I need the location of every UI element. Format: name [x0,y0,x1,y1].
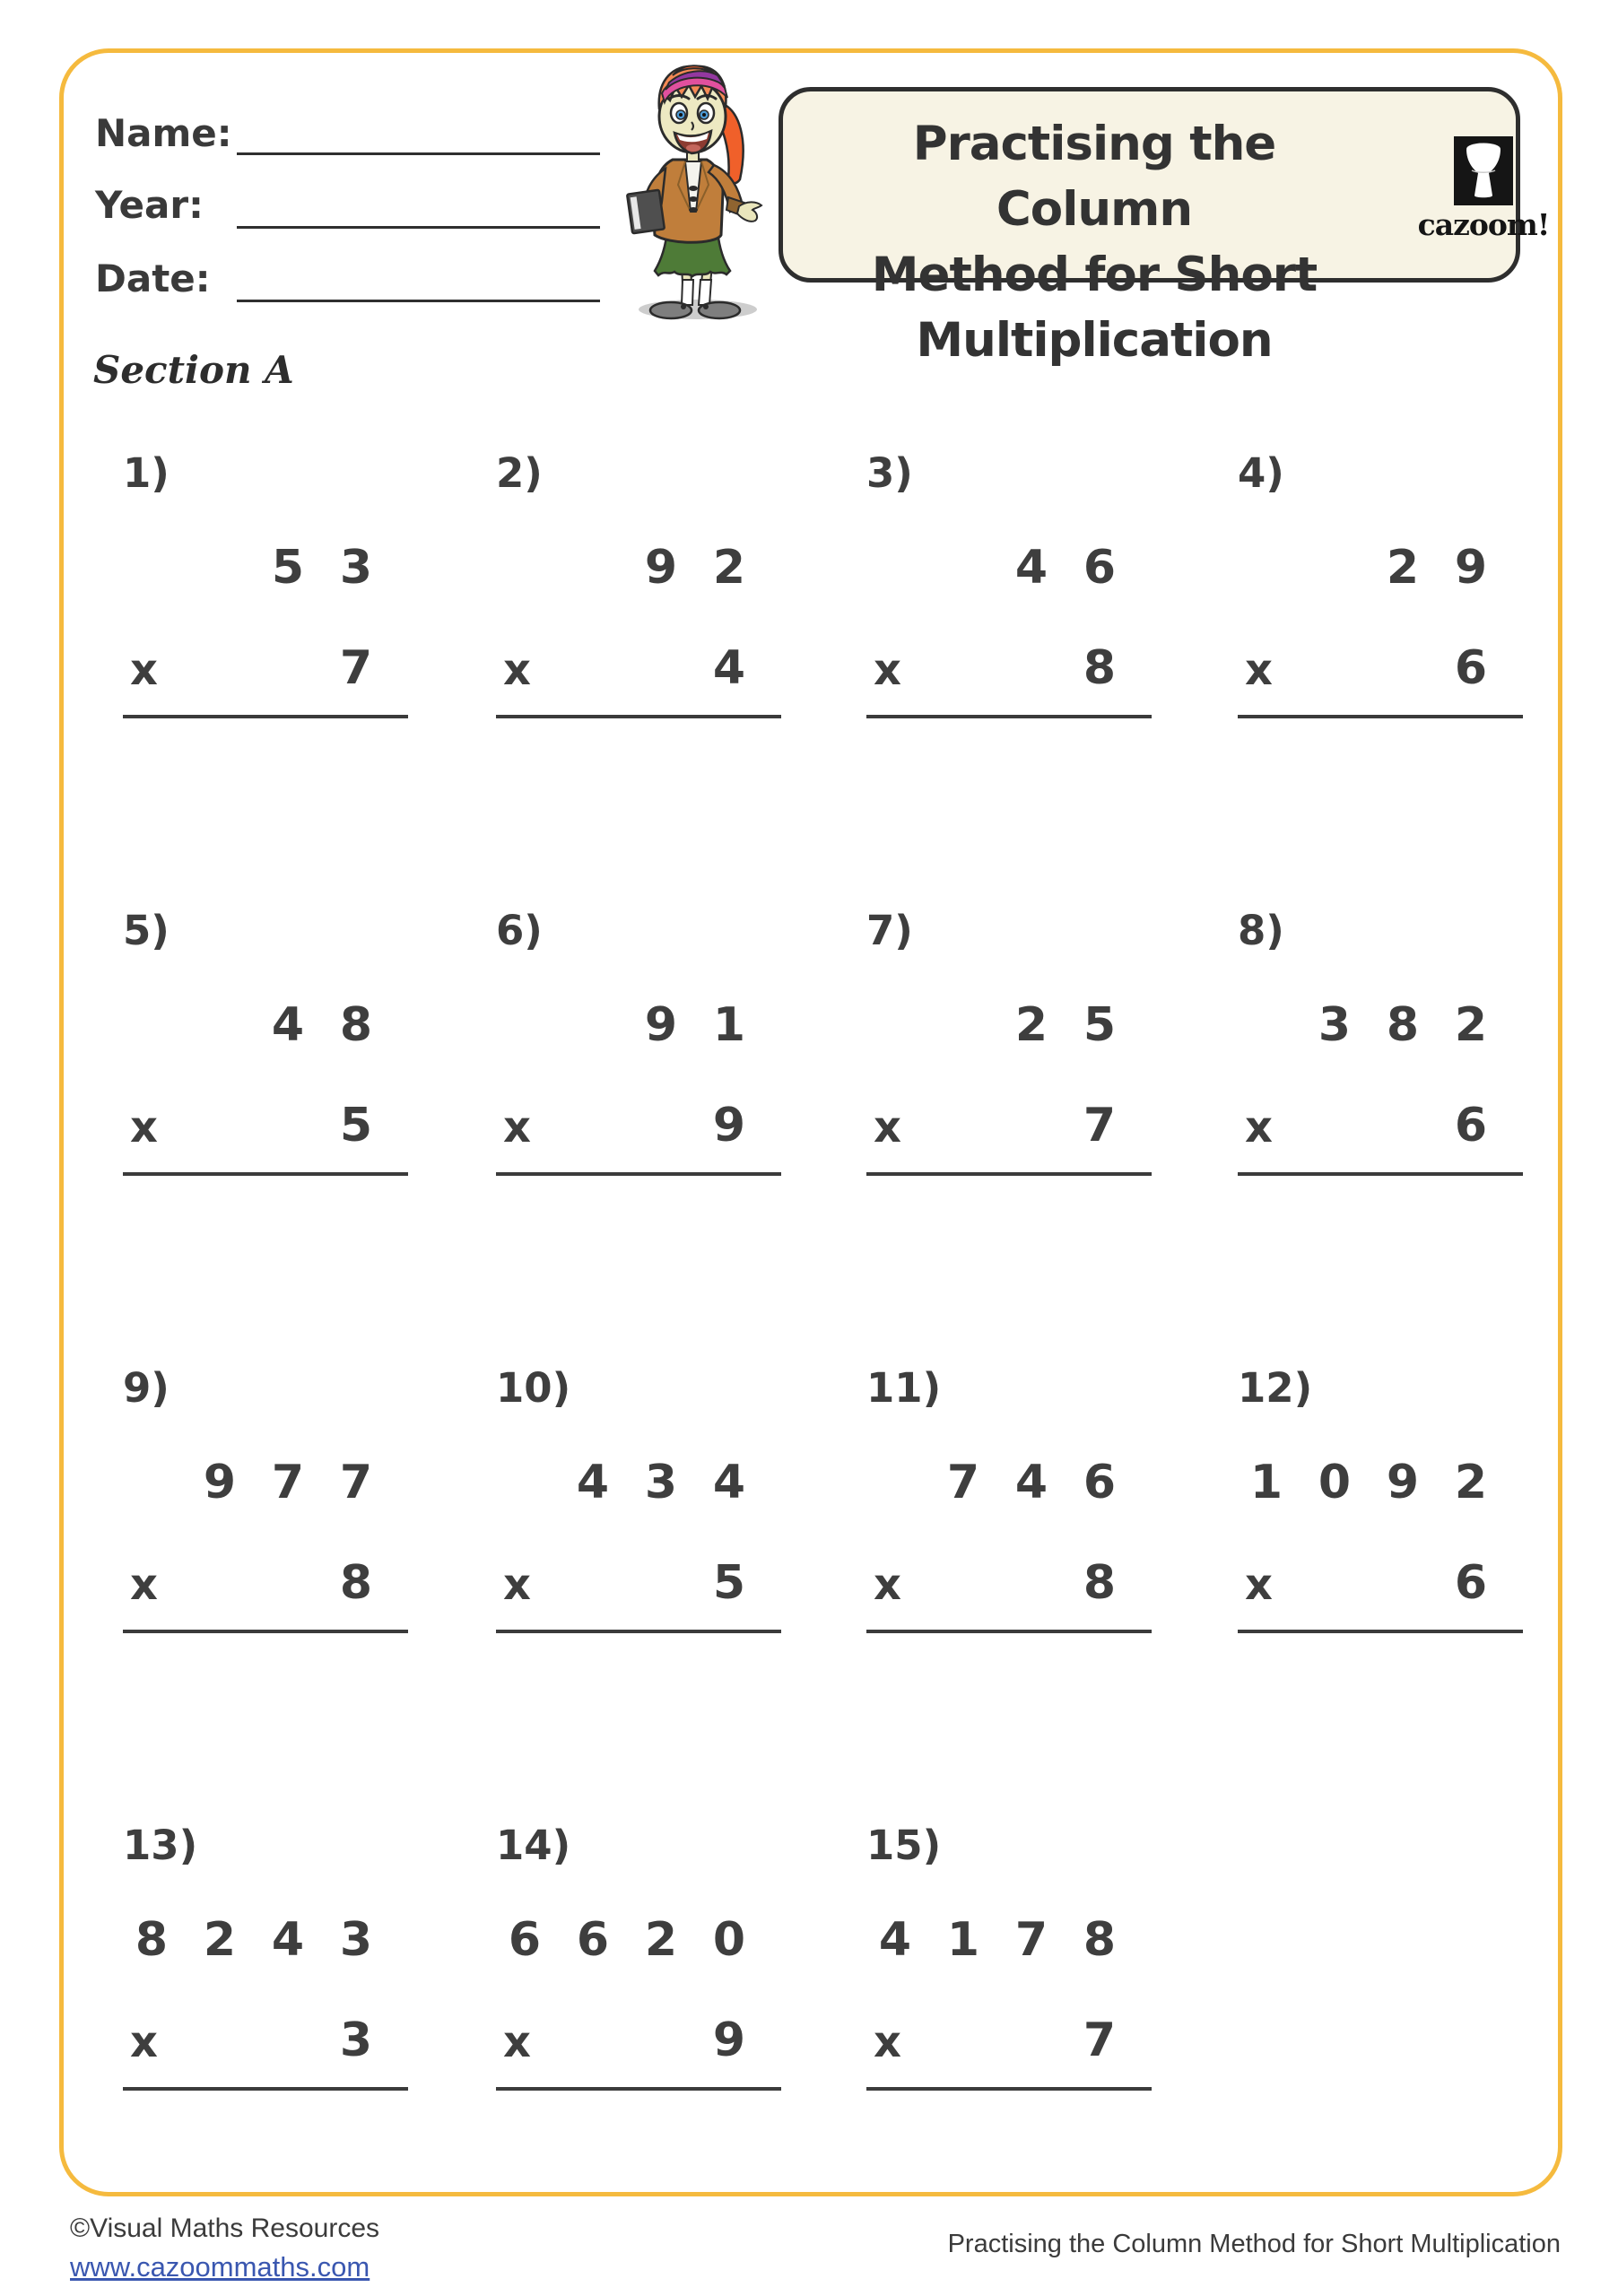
operand-digit: 4 [878,1913,912,1967]
operand-digit: 3 [339,541,373,595]
operand-digit: 6 [1083,1456,1117,1509]
multiply-operator: x [503,1102,531,1152]
answer-line [1238,715,1523,718]
operand-digit: 4 [271,1913,305,1967]
operand-digit: 1 [946,1913,980,1967]
multiplier-row [496,1099,781,1152]
problem-7 [866,907,1152,1179]
cazoom-logo-text: cazoom! [1417,207,1550,242]
operand-digit: 5 [271,541,305,595]
problem-number: 3) [866,449,913,497]
multiply-operator: x [874,1102,901,1152]
multiply-operator: x [130,1560,158,1610]
operand-row [496,998,781,1052]
operand-row [496,1913,781,1967]
problem-number: 1) [123,449,170,497]
operand-row [1238,541,1523,595]
problem-number: 4) [1238,449,1284,497]
worksheet-title [821,111,1368,374]
answer-line [1238,1172,1523,1176]
worksheet-title-line2: Method for Short [871,248,1318,303]
multiplier-digit: 8 [1083,1556,1117,1610]
problem-number: 10) [496,1364,571,1412]
problem-11 [866,1364,1152,1637]
operand-digit: 9 [203,1456,237,1509]
operand-digit: 7 [946,1456,980,1509]
operand-digit: 2 [203,1913,237,1967]
problem-10 [496,1364,781,1637]
multiplier-row [866,2013,1152,2067]
multiplier-digit: 9 [712,1099,746,1152]
operand-digit: 8 [135,1913,169,1967]
multiplier-row [123,641,408,695]
operand-digit: 0 [712,1913,746,1967]
operand-digit: 2 [712,541,746,595]
problem-number: 2) [496,449,543,497]
operand-digit: 8 [339,998,373,1052]
operand-row [496,541,781,595]
answer-line [496,1172,781,1176]
operand-digit: 4 [1014,1456,1048,1509]
multiplier-digit: 9 [712,2013,746,2067]
operand-digit: 2 [1386,541,1420,595]
operand-row [1238,1456,1523,1509]
problem-number: 12) [1238,1364,1313,1412]
multiplier-row [1238,1099,1523,1152]
answer-line [496,1630,781,1633]
date-blank-line [237,300,600,302]
answer-line [866,1172,1152,1176]
operand-digit: 6 [508,1913,542,1967]
operand-digit: 2 [1454,998,1488,1052]
multiplier-row [123,1099,408,1152]
answer-line [123,715,408,718]
operand-row [866,541,1152,595]
answer-line [123,1172,408,1176]
operand-digit: 6 [576,1913,610,1967]
answer-line [866,715,1152,718]
multiply-operator: x [130,2017,158,2067]
year-label: Year: [95,183,204,227]
operand-row [496,1456,781,1509]
answer-line [1238,1630,1523,1633]
schoolgirl-cartoon-svg [615,57,770,323]
multiplier-digit: 8 [339,1556,373,1610]
multiply-operator: x [130,645,158,695]
multiplier-row [496,1556,781,1610]
multiplier-row [123,2013,408,2067]
website-link[interactable]: www.cazoommaths.com [70,2250,370,2283]
footer-worksheet-title: Practising the Column Method for Short Multiplication [947,2230,1561,2258]
operand-digit: 7 [339,1456,373,1509]
multiplier-row [866,641,1152,695]
operand-digit: 7 [1014,1913,1048,1967]
operand-row [123,998,408,1052]
operand-row [866,998,1152,1052]
worksheet-title-line1: Practising the Column [912,117,1276,238]
problem-8 [1238,907,1523,1179]
multiplier-row [1238,641,1523,695]
multiplier-digit: 8 [1083,641,1117,695]
operand-digit: 9 [644,541,678,595]
name-blank-line [237,152,600,155]
worksheet-title-box [779,87,1550,369]
multiply-operator: x [130,1102,158,1152]
multiply-operator: x [503,2017,531,2067]
problem-number: 13) [123,1822,198,1869]
multiplier-digit: 7 [1083,1099,1117,1152]
answer-line [496,2087,781,2091]
operand-digit: 2 [644,1913,678,1967]
problem-3 [866,449,1152,722]
multiply-operator: x [503,1560,531,1610]
multiply-operator: x [874,645,901,695]
name-label: Name: [95,111,232,155]
problem-number: 15) [866,1822,942,1869]
problem-number: 11) [866,1364,942,1412]
multiply-operator: x [874,2017,901,2067]
operand-digit: 4 [576,1456,610,1509]
multiplier-digit: 6 [1454,1099,1488,1152]
multiplier-row [866,1099,1152,1152]
problem-number: 8) [1238,907,1284,954]
problem-number: 9) [123,1364,170,1412]
operand-digit: 3 [644,1456,678,1509]
operand-digit: 3 [339,1913,373,1967]
problem-5 [123,907,408,1179]
multiplier-row [123,1556,408,1610]
multiplier-digit: 5 [339,1099,373,1152]
problem-number: 6) [496,907,543,954]
operand-digit: 0 [1318,1456,1352,1509]
multiplier-row [496,2013,781,2067]
problem-4 [1238,449,1523,722]
problem-15 [866,1822,1152,2094]
operand-digit: 9 [1386,1456,1420,1509]
operand-digit: 5 [1083,998,1117,1052]
multiplier-digit: 7 [339,641,373,695]
operand-digit: 6 [1083,541,1117,595]
operand-digit: 3 [1318,998,1352,1052]
problem-number: 14) [496,1822,571,1869]
operand-digit: 2 [1014,998,1048,1052]
operand-digit: 4 [1014,541,1048,595]
multiplier-digit: 4 [712,641,746,695]
djembe-drum-icon [1454,136,1513,205]
multiplier-digit: 3 [339,2013,373,2067]
multiply-operator: x [874,1560,901,1610]
multiplier-digit: 6 [1454,641,1488,695]
operand-digit: 1 [712,998,746,1052]
cazoom-logo [1416,136,1551,242]
operand-row [123,1456,408,1509]
operand-digit: 4 [271,998,305,1052]
operand-digit: 1 [1249,1456,1283,1509]
problem-12 [1238,1364,1523,1637]
answer-line [866,2087,1152,2091]
worksheet-title-line3: Multiplication [916,313,1273,369]
multiply-operator: x [1245,1560,1273,1610]
multiply-operator: x [503,645,531,695]
answer-line [123,2087,408,2091]
multiplier-row [496,641,781,695]
multiply-operator: x [1245,1102,1273,1152]
problem-number: 7) [866,907,913,954]
multiplier-digit: 7 [1083,2013,1117,2067]
operand-digit: 2 [1454,1456,1488,1509]
footer-left [70,2212,379,2284]
operand-digit: 8 [1083,1913,1117,1967]
answer-line [123,1630,408,1633]
problem-13 [123,1822,408,2094]
problem-1 [123,449,408,722]
schoolgirl-cartoon [615,57,770,325]
operand-digit: 4 [712,1456,746,1509]
multiplier-digit: 5 [712,1556,746,1610]
operand-row [866,1456,1152,1509]
operand-digit: 9 [644,998,678,1052]
answer-line [496,715,781,718]
multiplier-digit: 6 [1454,1556,1488,1610]
operand-row [123,541,408,595]
problem-9 [123,1364,408,1637]
multiplier-row [866,1556,1152,1610]
year-blank-line [237,226,600,229]
multiply-operator: x [1245,645,1273,695]
problem-2 [496,449,781,722]
problem-number: 5) [123,907,170,954]
problem-6 [496,907,781,1179]
operand-row [1238,998,1523,1052]
operand-digit: 9 [1454,541,1488,595]
section-title: Section A [93,348,294,392]
answer-line [866,1630,1152,1633]
operand-row [123,1913,408,1967]
operand-row [866,1913,1152,1967]
multiplier-row [1238,1556,1523,1610]
operand-digit: 7 [271,1456,305,1509]
problem-14 [496,1822,781,2094]
operand-digit: 8 [1386,998,1420,1052]
copyright-text: ©Visual Maths Resources [70,2213,380,2243]
date-label: Date: [95,257,211,300]
